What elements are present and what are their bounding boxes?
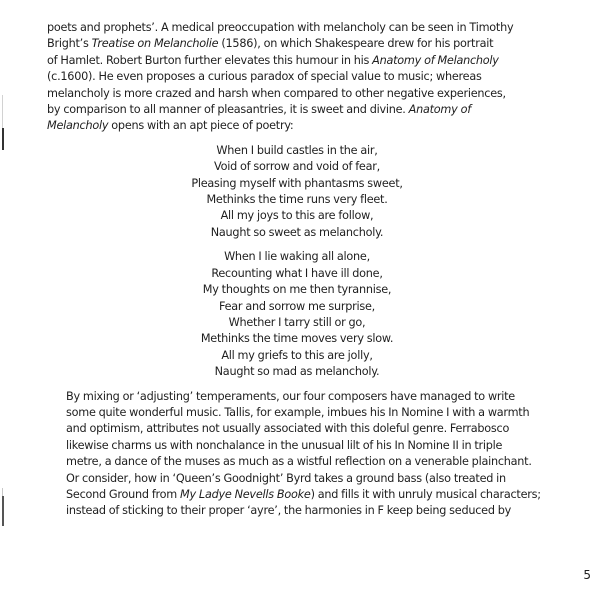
text-run: Second Ground from bbox=[66, 487, 181, 501]
poem-line: When I build castles in the air, bbox=[216, 143, 378, 157]
text-run: (1586), on which Shakespeare drew for his portrait bbox=[218, 37, 494, 51]
text-run: metre, a dance of the muses as much as a wistful reflection on a venerable plainchant. bbox=[66, 455, 532, 469]
text-run: Or consider, how in ‘Queen’s Goodnight’ Byrd takes a ground bass (also treated in bbox=[66, 471, 506, 485]
poem-line: Naught so sweet as melancholy. bbox=[210, 225, 384, 239]
text-run: likewise charms us with nonchalance in the unusual lilt of his In Nomine II in triple bbox=[66, 438, 503, 452]
page-number: 5 bbox=[583, 568, 591, 582]
text-line bbox=[47, 438, 547, 454]
poem-line: All my griefs to this are jolly, bbox=[221, 348, 373, 362]
text-run: instead of sticking to their proper ‘ayre’, the harmonies in F keep being seduced by bbox=[66, 504, 512, 518]
scan-edge-mark bbox=[2, 128, 4, 150]
text-run: opens with an apt piece of poetry: bbox=[108, 119, 294, 133]
text-line bbox=[47, 487, 547, 503]
italic-title: Anatomy of Melancholy bbox=[372, 53, 499, 67]
poem-line: All my joys to this are follow, bbox=[220, 209, 374, 223]
text-line bbox=[47, 118, 547, 134]
italic-title: Anatomy of bbox=[408, 103, 471, 117]
poem-line: Fear and sorrow me surprise, bbox=[219, 299, 375, 313]
poem-line: Methinks the time moves very slow. bbox=[200, 332, 394, 346]
poem-stanza-2 bbox=[47, 249, 547, 380]
document-body bbox=[47, 20, 547, 520]
poem-line: My thoughts on me then tyrannise, bbox=[202, 283, 392, 297]
text-line bbox=[47, 20, 547, 36]
text-line bbox=[47, 389, 547, 405]
text-line bbox=[47, 421, 547, 437]
italic-title: Treatise on Melancholie bbox=[91, 37, 219, 51]
text-line bbox=[47, 36, 547, 52]
poem-line: When I lie waking all alone, bbox=[224, 250, 370, 264]
text-line bbox=[47, 86, 547, 102]
italic-title: My Ladye Nevells Booke bbox=[180, 487, 311, 501]
italic-title: Melancholy bbox=[47, 119, 109, 133]
text-run: melancholy is more crazed and harsh when compared to other negative experiences, bbox=[47, 86, 506, 100]
text-run: ) and fills it with unruly musical characters; bbox=[310, 487, 541, 501]
text-line bbox=[47, 405, 547, 421]
scan-edge-mark bbox=[2, 496, 4, 526]
text-line bbox=[47, 102, 547, 118]
text-run: (c.1600). He even proposes a curious paradox of special value to music; whereas bbox=[47, 70, 482, 84]
poem-stanza-1 bbox=[47, 143, 547, 241]
text-line bbox=[47, 53, 547, 69]
text-run: some quite wonderful music. Tallis, for example, imbues his In Nomine I with a warmth bbox=[66, 405, 530, 419]
text-line bbox=[47, 454, 547, 470]
text-run: By mixing or ‘adjusting’ temperaments, our four composers have managed to write bbox=[66, 389, 515, 403]
body-paragraph bbox=[47, 389, 547, 520]
text-line bbox=[47, 471, 547, 487]
poem-line: Recounting what I have ill done, bbox=[211, 266, 383, 280]
poem-line: Naught so mad as melancholy. bbox=[214, 365, 380, 379]
intro-paragraph bbox=[47, 20, 547, 135]
text-run: of Hamlet. Robert Burton further elevates this humour in his bbox=[47, 53, 373, 67]
text-run: Bright’s bbox=[47, 37, 92, 51]
poem-line: Pleasing myself with phantasms sweet, bbox=[191, 176, 403, 190]
text-run: poets and prophets’. A medical preoccupation with melancholy can be seen in Timothy bbox=[47, 21, 514, 34]
text-line bbox=[47, 69, 547, 85]
text-run: and optimism, attributes not usually associated with this doleful genre. Ferrabosco bbox=[66, 422, 510, 436]
text-run: by comparison to all manner of pleasantries, it is sweet and divine. bbox=[47, 103, 409, 117]
poem-line: Whether I tarry still or go, bbox=[228, 315, 366, 329]
poem-line: Methinks the time runs very fleet. bbox=[206, 193, 388, 207]
text-line bbox=[47, 503, 547, 519]
poem-line: Void of sorrow and void of fear, bbox=[214, 160, 380, 174]
